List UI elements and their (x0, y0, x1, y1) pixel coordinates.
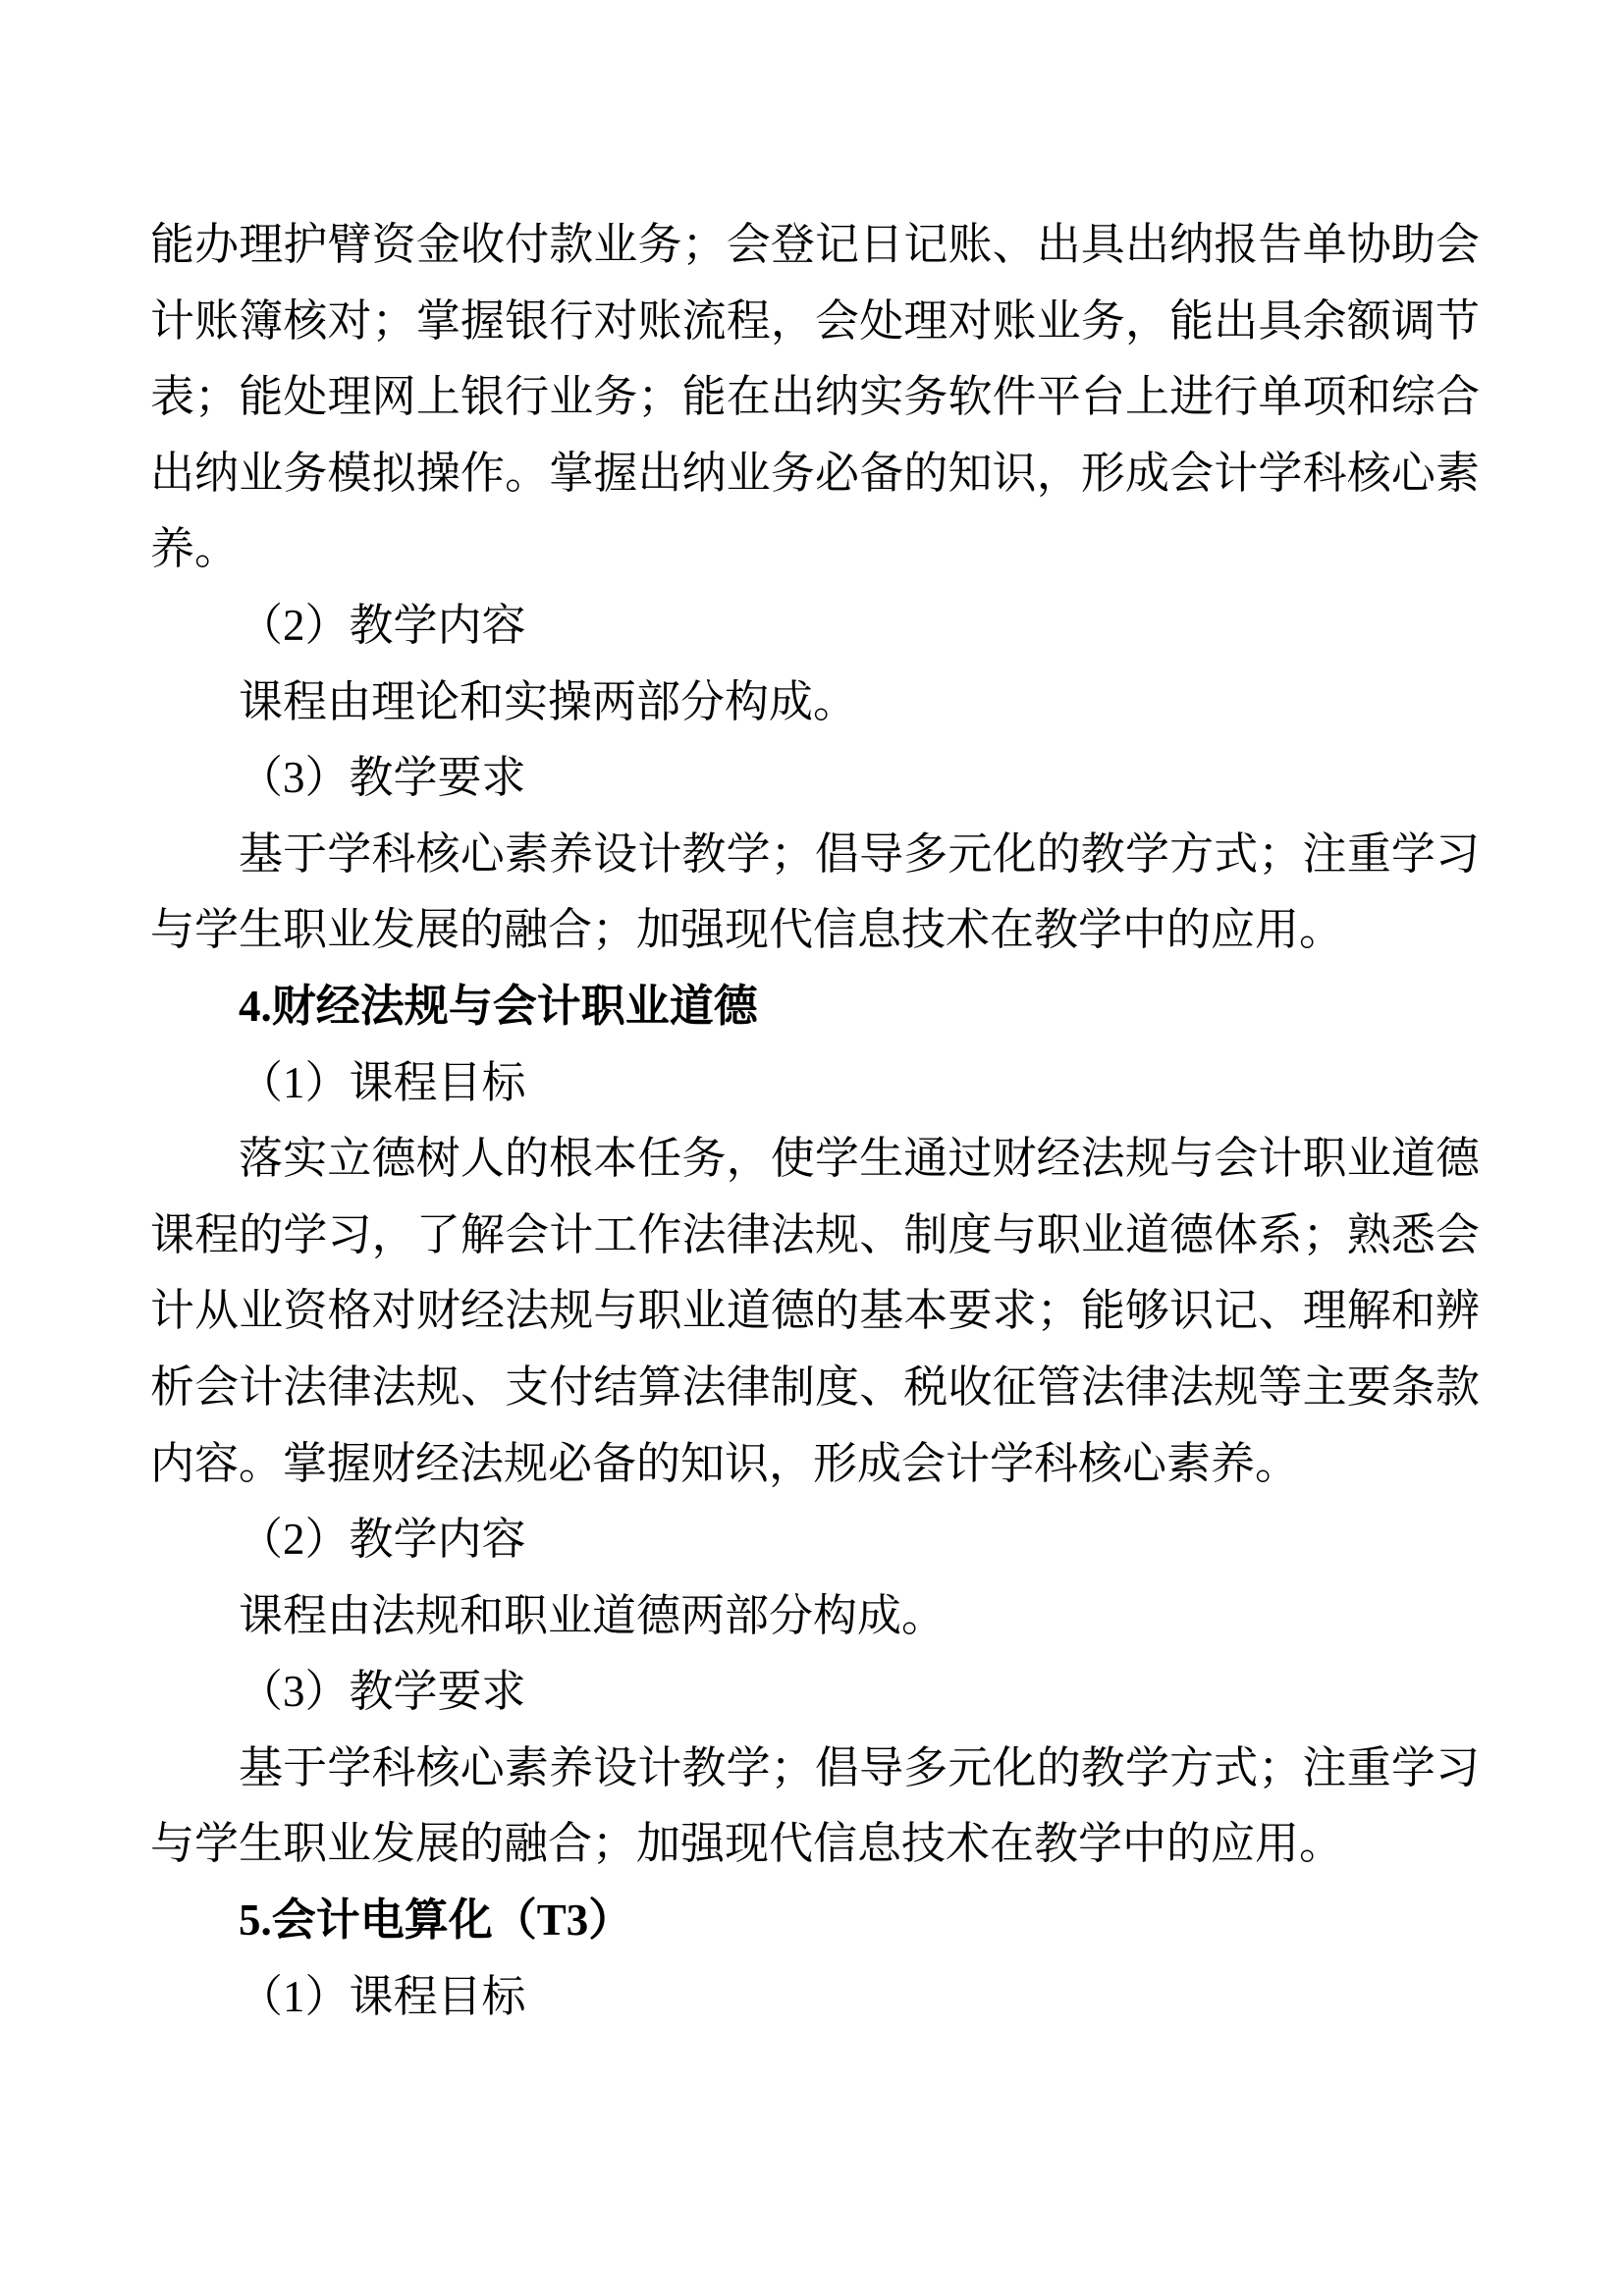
document-line: （3）教学要求 (239, 1667, 526, 1717)
document-line: （2）教学内容 (239, 600, 526, 650)
document-line: 4.财经法规与会计职业道德 (239, 981, 758, 1031)
document-line: 基于学科核心素养设计教学；倡导多元化的教学方式；注重学习 (239, 828, 1480, 879)
document-line: 课程的学习，了解会计工作法律法规、制度与职业道德体系；熟悉会 (150, 1209, 1480, 1259)
document-line: 析会计法律法规、支付结算法律制度、税收征管法律法规等主要条款 (150, 1362, 1480, 1412)
document-line: 5.会计电算化（T3） (239, 1896, 633, 1946)
document-line: 计账簿核对；掌握银行对账流程，会处理对账业务，能出具余额调节 (150, 295, 1480, 346)
document-line: 与学生职业发展的融合；加强现代信息技术在教学中的应用。 (150, 905, 1344, 955)
document-line: 养。 (150, 524, 240, 574)
document-line: 能办理护臂资金收付款业务；会登记日记账、出具出纳报告单协助会 (150, 220, 1480, 269)
document-line: 落实立德树人的根本任务，使学生通过财经法规与会计职业道德 (239, 1134, 1480, 1184)
document-line: （3）教学要求 (239, 753, 526, 803)
document-line: （1）课程目标 (239, 1057, 526, 1107)
document-line: 表；能处理网上银行业务；能在出纳实务软件平台上进行单项和综合 (150, 372, 1480, 422)
document-line: 基于学科核心素养设计教学；倡导多元化的教学方式；注重学习 (239, 1742, 1480, 1792)
document-line: 内容。掌握财经法规必备的知识，形成会计学科核心素养。 (150, 1438, 1300, 1488)
document-line: 出纳业务模拟操作。掌握出纳业务必备的知识，形成会计学科核心素 (150, 448, 1480, 498)
document-line: （1）课程目标 (239, 1971, 526, 2021)
document-line: 计从业资格对财经法规与职业道德的基本要求；能够识记、理解和辨 (150, 1286, 1480, 1336)
document-line: 与学生职业发展的融合；加强现代信息技术在教学中的应用。 (150, 1819, 1344, 1869)
document-line: 课程由法规和职业道德两部分构成。 (239, 1590, 947, 1640)
document-line: 课程由理论和实操两部分构成。 (239, 676, 858, 726)
document-line: （2）教学内容 (239, 1515, 526, 1565)
text-block (150, 207, 1480, 2035)
